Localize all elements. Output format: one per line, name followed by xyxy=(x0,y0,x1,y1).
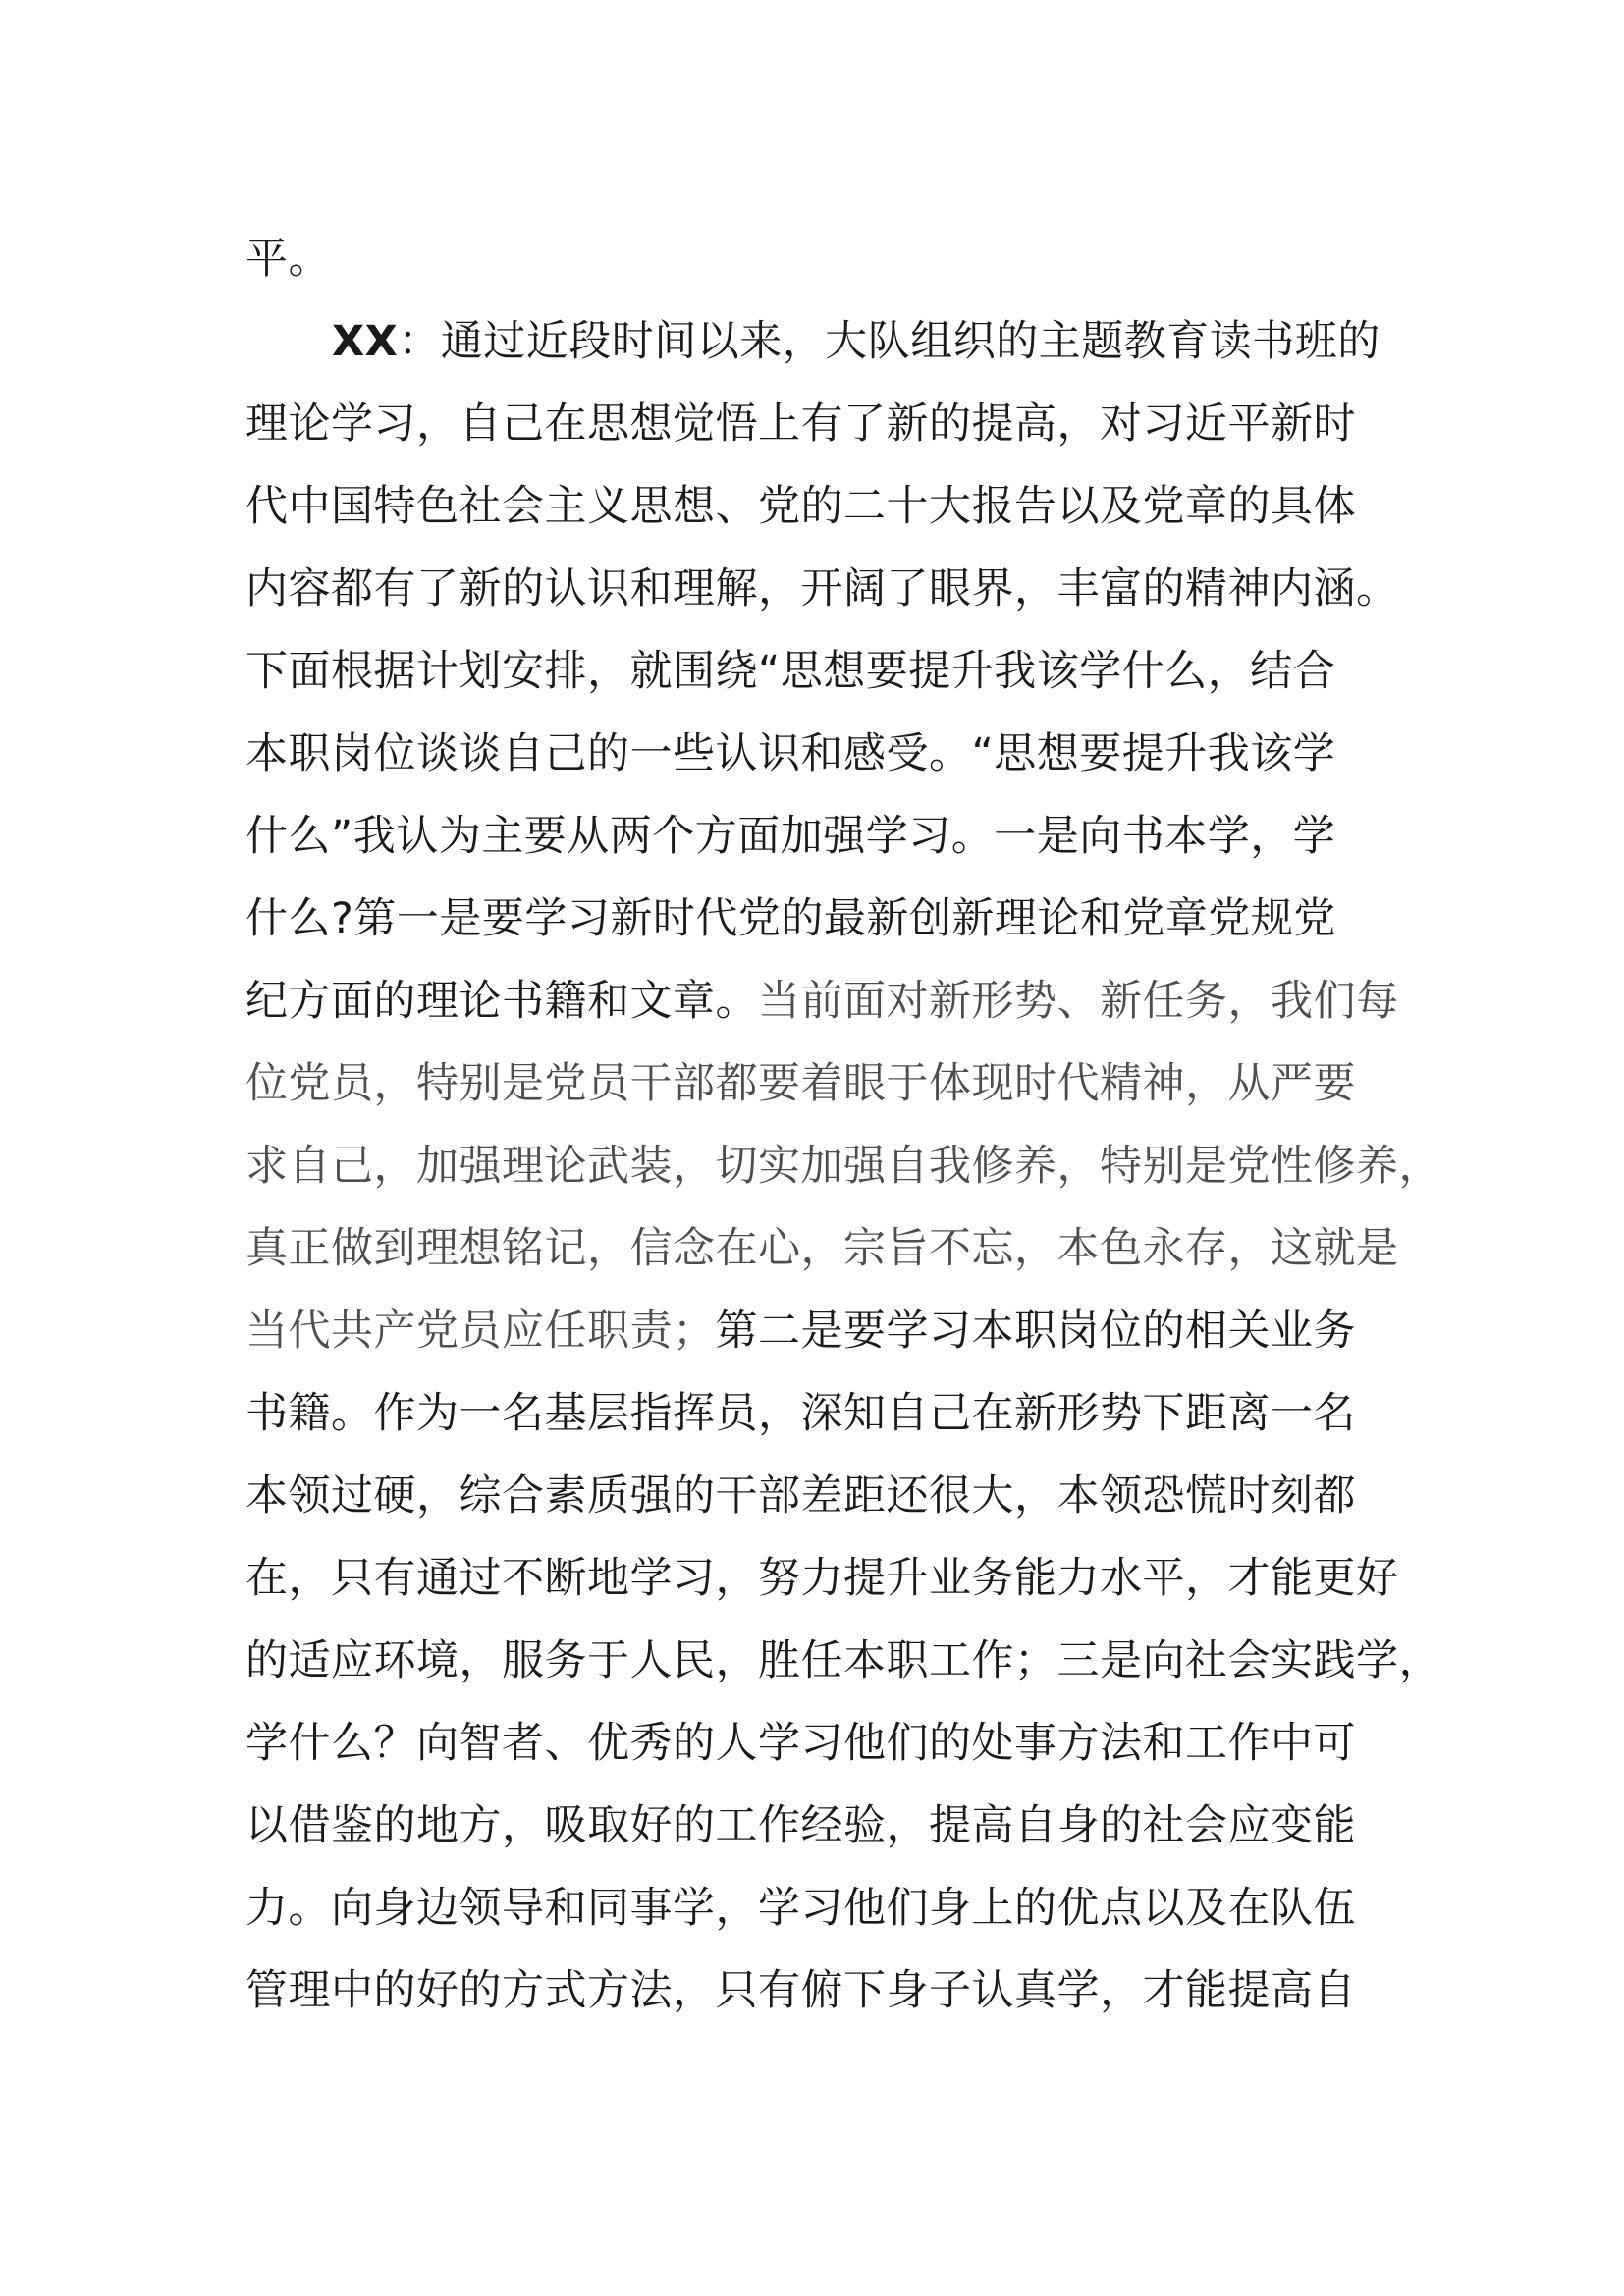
text-line: 本职岗位谈谈自己的一些认识和感受。“思想要提升我该学 xyxy=(245,729,1336,778)
text-line: 当代共产党员应任职责；第二是要学习本职岗位的相关业务 xyxy=(245,1307,1356,1356)
text-line: 理论学习，自己在思想觉悟上有了新的提高，对习近平新时 xyxy=(245,400,1356,449)
text-line: 书籍。作为一名基层指挥员，深知自己在新形势下距离一名 xyxy=(245,1389,1356,1438)
text-line: 纪方面的理论书籍和文章。当前面对新形势、新任务，我们每 xyxy=(245,977,1399,1026)
text-line: 什么?第一是要学习新时代党的最新创新理论和党章党规党 xyxy=(245,894,1336,943)
text-line: 什么”我认为主要从两个方面加强学习。一是向书本学，学 xyxy=(245,812,1336,861)
text-line: 力。向身边领导和同事学，学习他们身上的优点以及在队伍 xyxy=(245,1884,1356,1933)
text-line: 在，只有通过不断地学习，努力提升业务能力水平，才能更好 xyxy=(245,1554,1399,1603)
text-line: 管理中的好的方式方法，只有俯下身子认真学，才能提高自 xyxy=(245,1966,1356,2015)
text-line: 平。 xyxy=(245,235,331,284)
text-line: 以借鉴的地方，吸取好的工作经验，提高自身的社会应变能 xyxy=(245,1801,1356,1850)
body-text xyxy=(245,218,1441,2032)
text-line: 本领过硬，综合素质强的干部差距还很大，本领恐慌时刻都 xyxy=(245,1471,1356,1521)
text-line: 的适应环境，服务于人民，胜任本职工作；三是向社会实践学， xyxy=(245,1636,1441,1685)
text-line: 学什么？向智者、优秀的人学习他们的处事方法和工作中可 xyxy=(245,1719,1356,1768)
text-line: 代中国特色社会主义思想、党的二十大报告以及党章的具体 xyxy=(245,482,1356,531)
text-line: 下面根据计划安排，就围绕“思想要提升我该学什么，结合 xyxy=(245,647,1336,696)
speaker-name: XX xyxy=(332,317,399,366)
text-line: 位党员，特别是党员干部都要着眼于体现时代精神，从严要 xyxy=(245,1059,1356,1108)
text-line: 求自己，加强理论武装，切实加强自我修养，特别是党性修养， xyxy=(245,1142,1441,1191)
text-line: XX：通过近段时间以来，大队组织的主题教育读书班的 xyxy=(332,317,1380,366)
text-line: 内容都有了新的认识和理解，开阔了眼界，丰富的精神内涵。 xyxy=(245,564,1399,614)
text-line: 真正做到理想铭记，信念在心，宗旨不忘，本色永存，这就是 xyxy=(245,1224,1399,1273)
